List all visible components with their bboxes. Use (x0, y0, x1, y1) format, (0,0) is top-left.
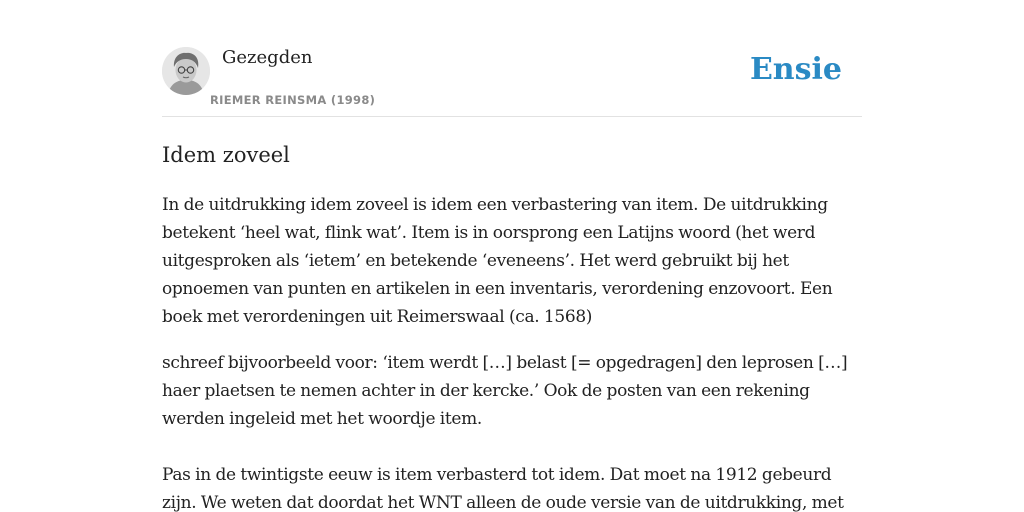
text-line: werden ingeleid met het woordje item. (162, 409, 482, 429)
paragraph-2 (162, 349, 862, 433)
text-line: In de uitdrukking idem zoveel is idem een verbastering van item. De uitdrukking (162, 195, 828, 215)
paragraph-3 (162, 461, 862, 512)
author-name[interactable]: RIEMER REINSMA (1998) (210, 93, 376, 107)
text-line: Pas in de twintigste eeuw is item verbasterd tot idem. Dat moet na 1912 gebeurd (162, 465, 832, 485)
author-avatar[interactable] (162, 47, 210, 95)
header (162, 46, 862, 117)
text-line: betekent ‘heel wat, flink wat’. Item is in oorsprong een Latijns woord (het werd (162, 223, 816, 243)
text-line: opnoemen van punten en artikelen in een inventaris, verordening enzovoort. Een (162, 279, 833, 299)
portrait-icon (162, 47, 210, 95)
paragraph-1 (162, 191, 862, 331)
article (162, 138, 862, 512)
text-line: schreef bijvoorbeeld voor: ‘item werdt […] belast [= opgedragen] den leprosen […] (162, 353, 848, 373)
text-line: boek met verordeningen uit Reimerswaal (ca. 1568) (162, 307, 593, 327)
text-line: uitgesproken als ‘ietem’ en betekende ‘eveneens’. Het werd gebruikt bij het (162, 251, 789, 271)
book-title[interactable]: Gezegden (222, 47, 313, 68)
text-line: zijn. We weten dat doordat het WNT alleen de oude versie van de uitdrukking, met (162, 493, 844, 512)
ensie-logo[interactable]: Ensie (749, 52, 842, 87)
text-line: haer plaetsen te nemen achter in der kercke.’ Ook de posten van een rekening (162, 381, 810, 401)
entry-title: Idem zoveel (162, 143, 290, 167)
